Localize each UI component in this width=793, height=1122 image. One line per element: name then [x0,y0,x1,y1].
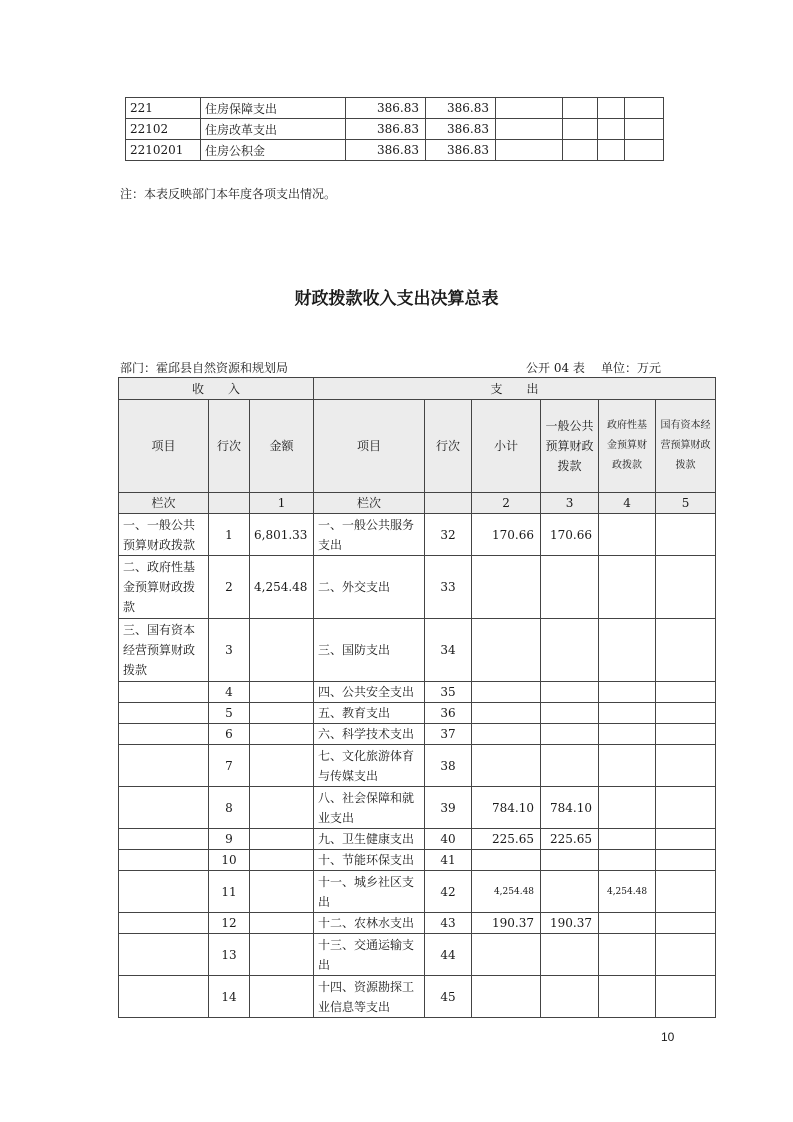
state-capital-cell [656,682,716,703]
col-number: 5 [656,493,716,514]
income-line-cell: 1 [209,514,250,556]
income-line-cell: 14 [209,976,250,1018]
main-table [118,377,716,1018]
income-item-cell [119,829,209,850]
general-budget-cell: 170.66 [541,514,599,556]
subtotal-cell: 170.66 [472,514,541,556]
state-capital-cell [656,787,716,829]
gov-fund-cell [599,787,656,829]
header-subtotal: 小计 [472,400,541,493]
subtotal-cell: 225.65 [472,829,541,850]
expense-group-header: 支 出 [314,378,716,400]
gov-fund-cell [599,934,656,976]
table-row [119,724,716,745]
subtotal-cell [472,934,541,976]
expense-line-cell: 33 [425,556,472,619]
col-label: 栏次 [314,493,425,514]
income-item-cell [119,976,209,1018]
expense-line-cell: 37 [425,724,472,745]
table-row [119,934,716,976]
amount-cell: 386.83 [426,140,496,161]
subtotal-cell: 784.10 [472,787,541,829]
gov-fund-cell: 4,254.48 [599,871,656,913]
header-amount: 金额 [250,400,314,493]
income-amount-cell [250,787,314,829]
income-item-cell [119,787,209,829]
general-budget-cell: 225.65 [541,829,599,850]
table-row [119,913,716,934]
subtotal-cell: 190.37 [472,913,541,934]
general-budget-cell [541,850,599,871]
general-budget-cell: 784.10 [541,787,599,829]
income-line-cell: 7 [209,745,250,787]
expense-item-cell: 八、社会保障和就业支出 [314,787,425,829]
gov-fund-cell [599,556,656,619]
expense-line-cell: 38 [425,745,472,787]
expense-item-cell: 二、外交支出 [314,556,425,619]
state-capital-cell [656,913,716,934]
income-line-cell: 9 [209,829,250,850]
income-item-cell: 三、国有资本经营预算财政拨款 [119,619,209,682]
general-budget-cell: 190.37 [541,913,599,934]
income-item-cell [119,682,209,703]
table-row [119,556,716,619]
state-capital-cell [656,703,716,724]
income-line-cell: 11 [209,871,250,913]
table-note: 注：本表反映部门本年度各项支出情况。 [120,187,337,201]
state-capital-cell [656,976,716,1018]
gov-fund-cell [599,619,656,682]
income-amount-cell [250,703,314,724]
gov-fund-cell [599,850,656,871]
expense-line-cell: 43 [425,913,472,934]
gov-fund-cell [599,829,656,850]
gov-fund-cell [599,745,656,787]
table-row [119,514,716,556]
subtotal-cell [472,850,541,871]
amount-cell: 386.83 [426,98,496,119]
col-number: 1 [250,493,314,514]
name-cell: 住房保障支出 [201,98,346,119]
gov-fund-cell [599,976,656,1018]
name-cell: 住房公积金 [201,140,346,161]
subtotal-cell: 4,254.48 [472,871,541,913]
income-item-cell [119,745,209,787]
table-row [119,682,716,703]
state-capital-cell [656,745,716,787]
page-number: 10 [661,1030,675,1044]
table-row [126,119,664,140]
income-amount-cell [250,871,314,913]
general-budget-cell [541,703,599,724]
expense-line-cell: 45 [425,976,472,1018]
income-group-header: 收 入 [119,378,314,400]
subtotal-cell [472,556,541,619]
header-item: 项目 [119,400,209,493]
expense-line-cell: 40 [425,829,472,850]
gov-fund-cell [599,682,656,703]
gov-fund-cell [599,514,656,556]
general-budget-cell [541,682,599,703]
subtotal-cell [472,976,541,1018]
income-line-cell: 5 [209,703,250,724]
expense-line-cell: 41 [425,850,472,871]
unit-label: 单位：万元 [601,361,662,375]
income-line-cell: 12 [209,913,250,934]
expense-item-cell: 十一、城乡社区支出 [314,871,425,913]
expense-item-cell: 十二、农林水支出 [314,913,425,934]
general-budget-cell [541,745,599,787]
table-row [126,98,664,119]
expense-line-cell: 44 [425,934,472,976]
expense-line-cell: 32 [425,514,472,556]
subtotal-cell [472,724,541,745]
income-item-cell: 二、政府性基金预算财政拨款 [119,556,209,619]
expense-item-cell: 五、教育支出 [314,703,425,724]
general-budget-cell [541,871,599,913]
header-line: 行次 [425,400,472,493]
code-cell: 221 [126,98,201,119]
table-row [119,871,716,913]
table-row [119,829,716,850]
table-row [119,745,716,787]
table-row [119,703,716,724]
income-item-cell [119,850,209,871]
page-title: 财政拨款收入支出决算总表 [294,289,499,309]
amount-cell: 386.83 [346,140,426,161]
state-capital-cell [656,514,716,556]
state-capital-cell [656,850,716,871]
income-line-cell: 10 [209,850,250,871]
income-line-cell: 3 [209,619,250,682]
table-row [119,850,716,871]
expense-item-cell: 四、公共安全支出 [314,682,425,703]
code-cell: 2210201 [126,140,201,161]
state-capital-cell [656,871,716,913]
income-amount-cell [250,724,314,745]
col-number: 3 [541,493,599,514]
expense-item-cell: 九、卫生健康支出 [314,829,425,850]
income-amount-cell [250,682,314,703]
gov-fund-cell [599,913,656,934]
state-capital-cell [656,556,716,619]
general-budget-cell [541,556,599,619]
expense-item-cell: 十三、交通运输支出 [314,934,425,976]
expense-item-cell: 一、一般公共服务支出 [314,514,425,556]
col-number: 2 [472,493,541,514]
income-amount-cell [250,745,314,787]
income-item-cell [119,724,209,745]
state-capital-cell [656,724,716,745]
col-label: 栏次 [119,493,209,514]
column-header-row [119,400,716,493]
expense-line-cell: 35 [425,682,472,703]
table-row [119,787,716,829]
state-capital-cell [656,934,716,976]
department-label: 部门：霍邱县自然资源和规划局 [120,361,289,375]
income-line-cell: 2 [209,556,250,619]
group-header-row [119,378,716,400]
expense-line-cell: 39 [425,787,472,829]
amount-cell: 386.83 [346,119,426,140]
income-amount-cell: 6,801.33 [250,514,314,556]
state-capital-cell [656,619,716,682]
table-row [126,140,664,161]
income-item-cell [119,934,209,976]
income-line-cell: 4 [209,682,250,703]
income-amount-cell [250,829,314,850]
income-line-cell: 13 [209,934,250,976]
table-row [119,976,716,1018]
header-gov-fund: 政府性基金预算财政拨款 [599,400,656,493]
expense-item-cell: 六、科学技术支出 [314,724,425,745]
amount-cell: 386.83 [346,98,426,119]
income-item-cell [119,703,209,724]
expense-item-cell: 十四、资源勘探工业信息等支出 [314,976,425,1018]
header-item: 项目 [314,400,425,493]
col-number: 4 [599,493,656,514]
name-cell: 住房改革支出 [201,119,346,140]
income-amount-cell [250,850,314,871]
income-line-cell: 6 [209,724,250,745]
subtotal-cell [472,703,541,724]
expense-line-cell: 36 [425,703,472,724]
income-amount-cell [250,619,314,682]
general-budget-cell [541,619,599,682]
income-item-cell [119,871,209,913]
income-line-cell: 8 [209,787,250,829]
general-budget-cell [541,976,599,1018]
income-amount-cell: 4,254.48 [250,556,314,619]
expense-line-cell: 42 [425,871,472,913]
subtotal-cell [472,619,541,682]
expense-item-cell: 十、节能环保支出 [314,850,425,871]
general-budget-cell [541,724,599,745]
amount-cell: 386.83 [426,119,496,140]
income-amount-cell [250,934,314,976]
form-number: 公开 04 表 [526,361,585,375]
column-number-row [119,493,716,514]
code-cell: 22102 [126,119,201,140]
income-item-cell: 一、一般公共预算财政拨款 [119,514,209,556]
gov-fund-cell [599,703,656,724]
header-line: 行次 [209,400,250,493]
header-general-budget: 一般公共预算财政拨款 [541,400,599,493]
gov-fund-cell [599,724,656,745]
subtotal-cell [472,745,541,787]
top-table [125,97,664,161]
header-state-capital: 国有资本经营预算财政拨款 [656,400,716,493]
expense-item-cell: 七、文化旅游体育与传媒支出 [314,745,425,787]
income-item-cell [119,913,209,934]
expense-item-cell: 三、国防支出 [314,619,425,682]
subtotal-cell [472,682,541,703]
general-budget-cell [541,934,599,976]
income-amount-cell [250,913,314,934]
table-row [119,619,716,682]
expense-line-cell: 34 [425,619,472,682]
state-capital-cell [656,829,716,850]
income-amount-cell [250,976,314,1018]
